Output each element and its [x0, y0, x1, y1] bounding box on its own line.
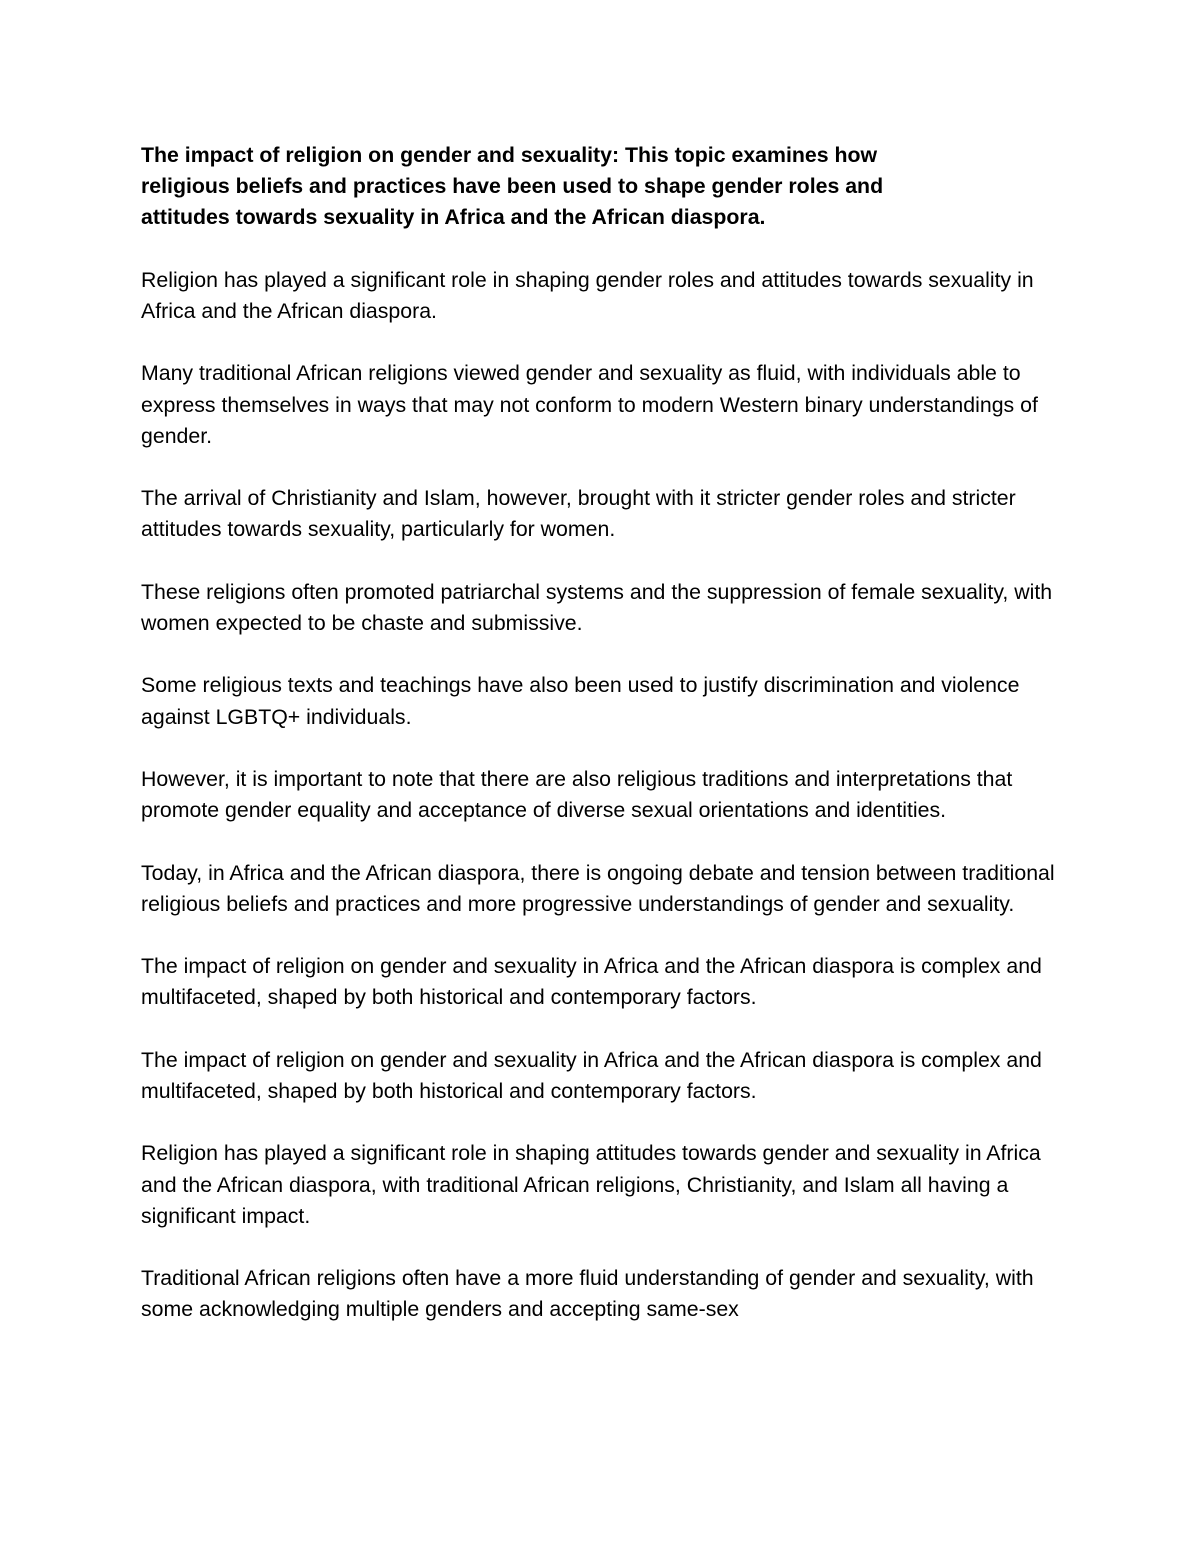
paragraph-8: The impact of religion on gender and sexuality in Africa and the African diaspora is complex and multifaceted, shaped by both historical and contemporary factors. — [141, 954, 1042, 1010]
document-heading: The impact of religion on gender and sexuality: This topic examines how religious beliefs and practices have been used to shape gender roles and attitudes towards sexuality in Africa and the African diaspora. — [141, 143, 884, 230]
paragraph-9: The impact of religion on gender and sexuality in Africa and the African diaspora is complex and multifaceted, shaped by both historical and contemporary factors. — [141, 1047, 1042, 1103]
paragraph-1: Religion has played a significant role in shaping gender roles and attitudes towards sexuality in Africa and the African diaspora. — [141, 267, 1034, 323]
paragraph-7: Today, in Africa and the African diaspora, there is ongoing debate and tension between traditional religious beliefs and practices and more progressive understandings of gender and sexuality. — [141, 860, 1055, 916]
paragraph-4: These religions often promoted patriarchal systems and the suppression of female sexuality, with women expected to be chaste and submissive. — [141, 579, 1053, 635]
paragraph-3: The arrival of Christianity and Islam, however, brought with it stricter gender roles and stricter attitudes towards sexuality, particularly for women. — [141, 486, 1016, 542]
paragraph-10: Religion has played a significant role in shaping attitudes towards gender and sexuality in Africa and the African diaspora, with traditional African religions, Christianity, and Islam all having a significant impact. — [141, 1141, 1041, 1228]
paragraph-11: Traditional African religions often have a more fluid understanding of gender and sexuality, with some acknowledging multiple genders and accepting same-sex — [141, 1266, 1034, 1322]
paragraph-6: However, it is important to note that there are also religious traditions and interpretations that promote gender equality and acceptance of diverse sexual orientations and identities. — [141, 766, 1013, 823]
paragraph-2: Many traditional African religions viewed gender and sexuality as fluid, with individuals able to express themselves in ways that may not conform to modern Western binary understandings of gender. — [141, 361, 1038, 448]
paragraph-5: Some religious texts and teachings have also been used to justify discrimination and violence against LGBTQ+ individuals. — [141, 673, 1020, 729]
document-body — [141, 140, 1081, 1326]
